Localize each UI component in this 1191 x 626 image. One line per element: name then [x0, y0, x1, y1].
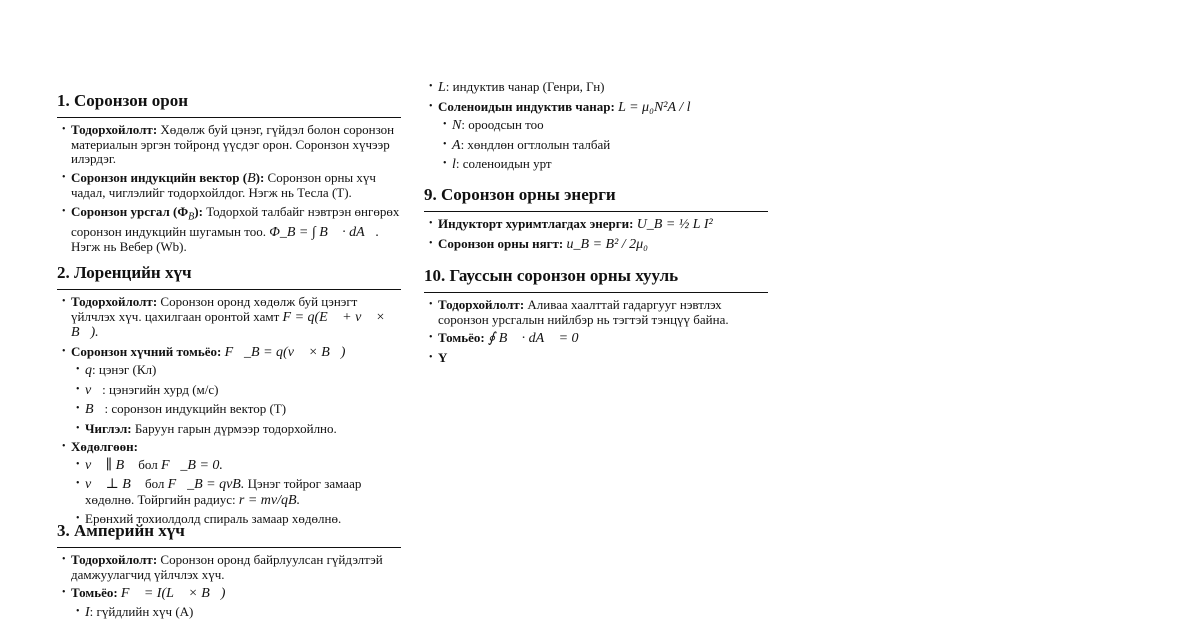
- list-item: • Соронзон орны нягт: u_B = B² / 2μ₀: [438, 237, 768, 253]
- list-item: • Соронзон индукцийн вектор (B): Соронзон орны хүч чадал, чиглэлийг тодорхойлдог. Нэгж нь Тесла (T).: [71, 171, 401, 201]
- list-item: • v⃗: цэнэгийн хурд (м/с): [85, 383, 401, 399]
- list-item: • Ерөнхий тохиолдолд спираль замаар хөдөлнө.: [85, 512, 401, 527]
- list-item: • B⃗: соронзон индукцийн вектор (T): [85, 402, 401, 418]
- list-item: • Тодорхойлолт: Аливаа хаалттай гадаргууг нэвтлэх соронзон урсгалын нийлбэр нь тэгтэй тэнцүү байна.: [438, 298, 768, 327]
- section-lorentz-force: [57, 263, 401, 531]
- list-item: • Хөдөлгөөн: • v⃗ ∥ B⃗ бол F⃗_B = 0. • v⃗ ⊥ B⃗ бол F⃗_B = qvB. Цэнэг тойрог замаар хөдөлнө. Тойргийн радиус: r = mv/qB. • Ерөнхий тохиолдолд спираль замаар хөдөлнө.: [71, 440, 401, 527]
- section-magnetic-field: [57, 91, 401, 259]
- section-title: 2. Лоренцийн хүч: [57, 263, 401, 290]
- section-ampere-force: [57, 521, 401, 624]
- section-title: 10. Гауссын соронзон орны хууль: [424, 266, 768, 293]
- solenoid-block: [424, 80, 768, 177]
- list-item: • Тодорхойлолт: Соронзон оронд хөдөлж буй цэнэгт үйлчлэх хүч. цахилгаан оронтой хамт F = q(E⃗ + v⃗ × B⃗).: [71, 295, 401, 341]
- list-item: • Соронзон хүчний томьёо: F⃗_B = q(v⃗ × B⃗) • q: цэнэг (Кл) • v⃗: цэнэгийн хурд (м/с) • B⃗: соронзон индукцийн вектор (T) • Чиглэл: Баруун гарын дүрмээр тодорхойлно.: [71, 345, 401, 437]
- section-gauss-law: [424, 266, 768, 369]
- list-item: • Томьёо: F⃗ = I(L⃗ × B⃗) • I: гүйдлийн хүч (A): [71, 586, 401, 620]
- list-item: • Соронзон урсгал $(\Phi_B)$: Тодорхой талбайг нэвтрэн өнгөрөх соронзон индукцийн шугамын тоо. Φ_B = ∫ B⃗ · dA⃗. Нэгж нь Вебер (Wb).: [71, 205, 401, 255]
- section-title: 9. Соронзон орны энерги: [424, 185, 768, 212]
- list-item: • A: хөндлөн огтлолын талбай: [452, 138, 768, 154]
- list-item: • v⃗ ⊥ B⃗ бол F⃗_B = qvB. Цэнэг тойрог замаар хөдөлнө. Тойргийн радиус: r = mv/qB.: [85, 477, 401, 508]
- list-item: • q: цэнэг (Кл): [85, 363, 401, 379]
- list-item: • Чиглэл: Баруун гарын дүрмээр тодорхойлно.: [85, 422, 401, 437]
- list-item: • I: гүйдлийн хүч (A): [85, 605, 401, 621]
- list-item: • Тодорхойлолт: Соронзон оронд байрлуулсан гүйдэлтэй дамжуулагчид үйлчлэх хүч.: [71, 553, 401, 582]
- section-title: 1. Соронзон орон: [57, 91, 401, 118]
- list-item: • Томьёо: ∮ B⃗ · dA⃗ = 0: [438, 331, 768, 347]
- section-title: 3. Амперийн хүч: [57, 521, 401, 548]
- list-item: • Ү: [438, 351, 768, 366]
- list-item: • Тодорхойлолт: Хөдөлж буй цэнэг, гүйдэл болон соронзон материалын эргэн тойронд үүсдэг орон. Соронзон хүчээр илэрдэг.: [71, 123, 401, 167]
- list-item: • N: ороодсын тоо: [452, 118, 768, 134]
- list-item: • l: соленоидын урт: [452, 157, 768, 173]
- section-magnetic-energy: [424, 185, 768, 256]
- list-item: • Соленоидын индуктив чанар: L = μ₀N²A / l • N: ороодсын тоо • A: хөндлөн огтлолын талбай • l: соленоидын урт: [438, 100, 768, 173]
- list-item: • v⃗ ∥ B⃗ бол F⃗_B = 0.: [85, 458, 401, 474]
- list-item: • Индукторт хуримтлагдах энерги: U_B = ½ L I²: [438, 217, 768, 233]
- list-item: • L: индуктив чанар (Генри, Гн): [438, 80, 768, 96]
